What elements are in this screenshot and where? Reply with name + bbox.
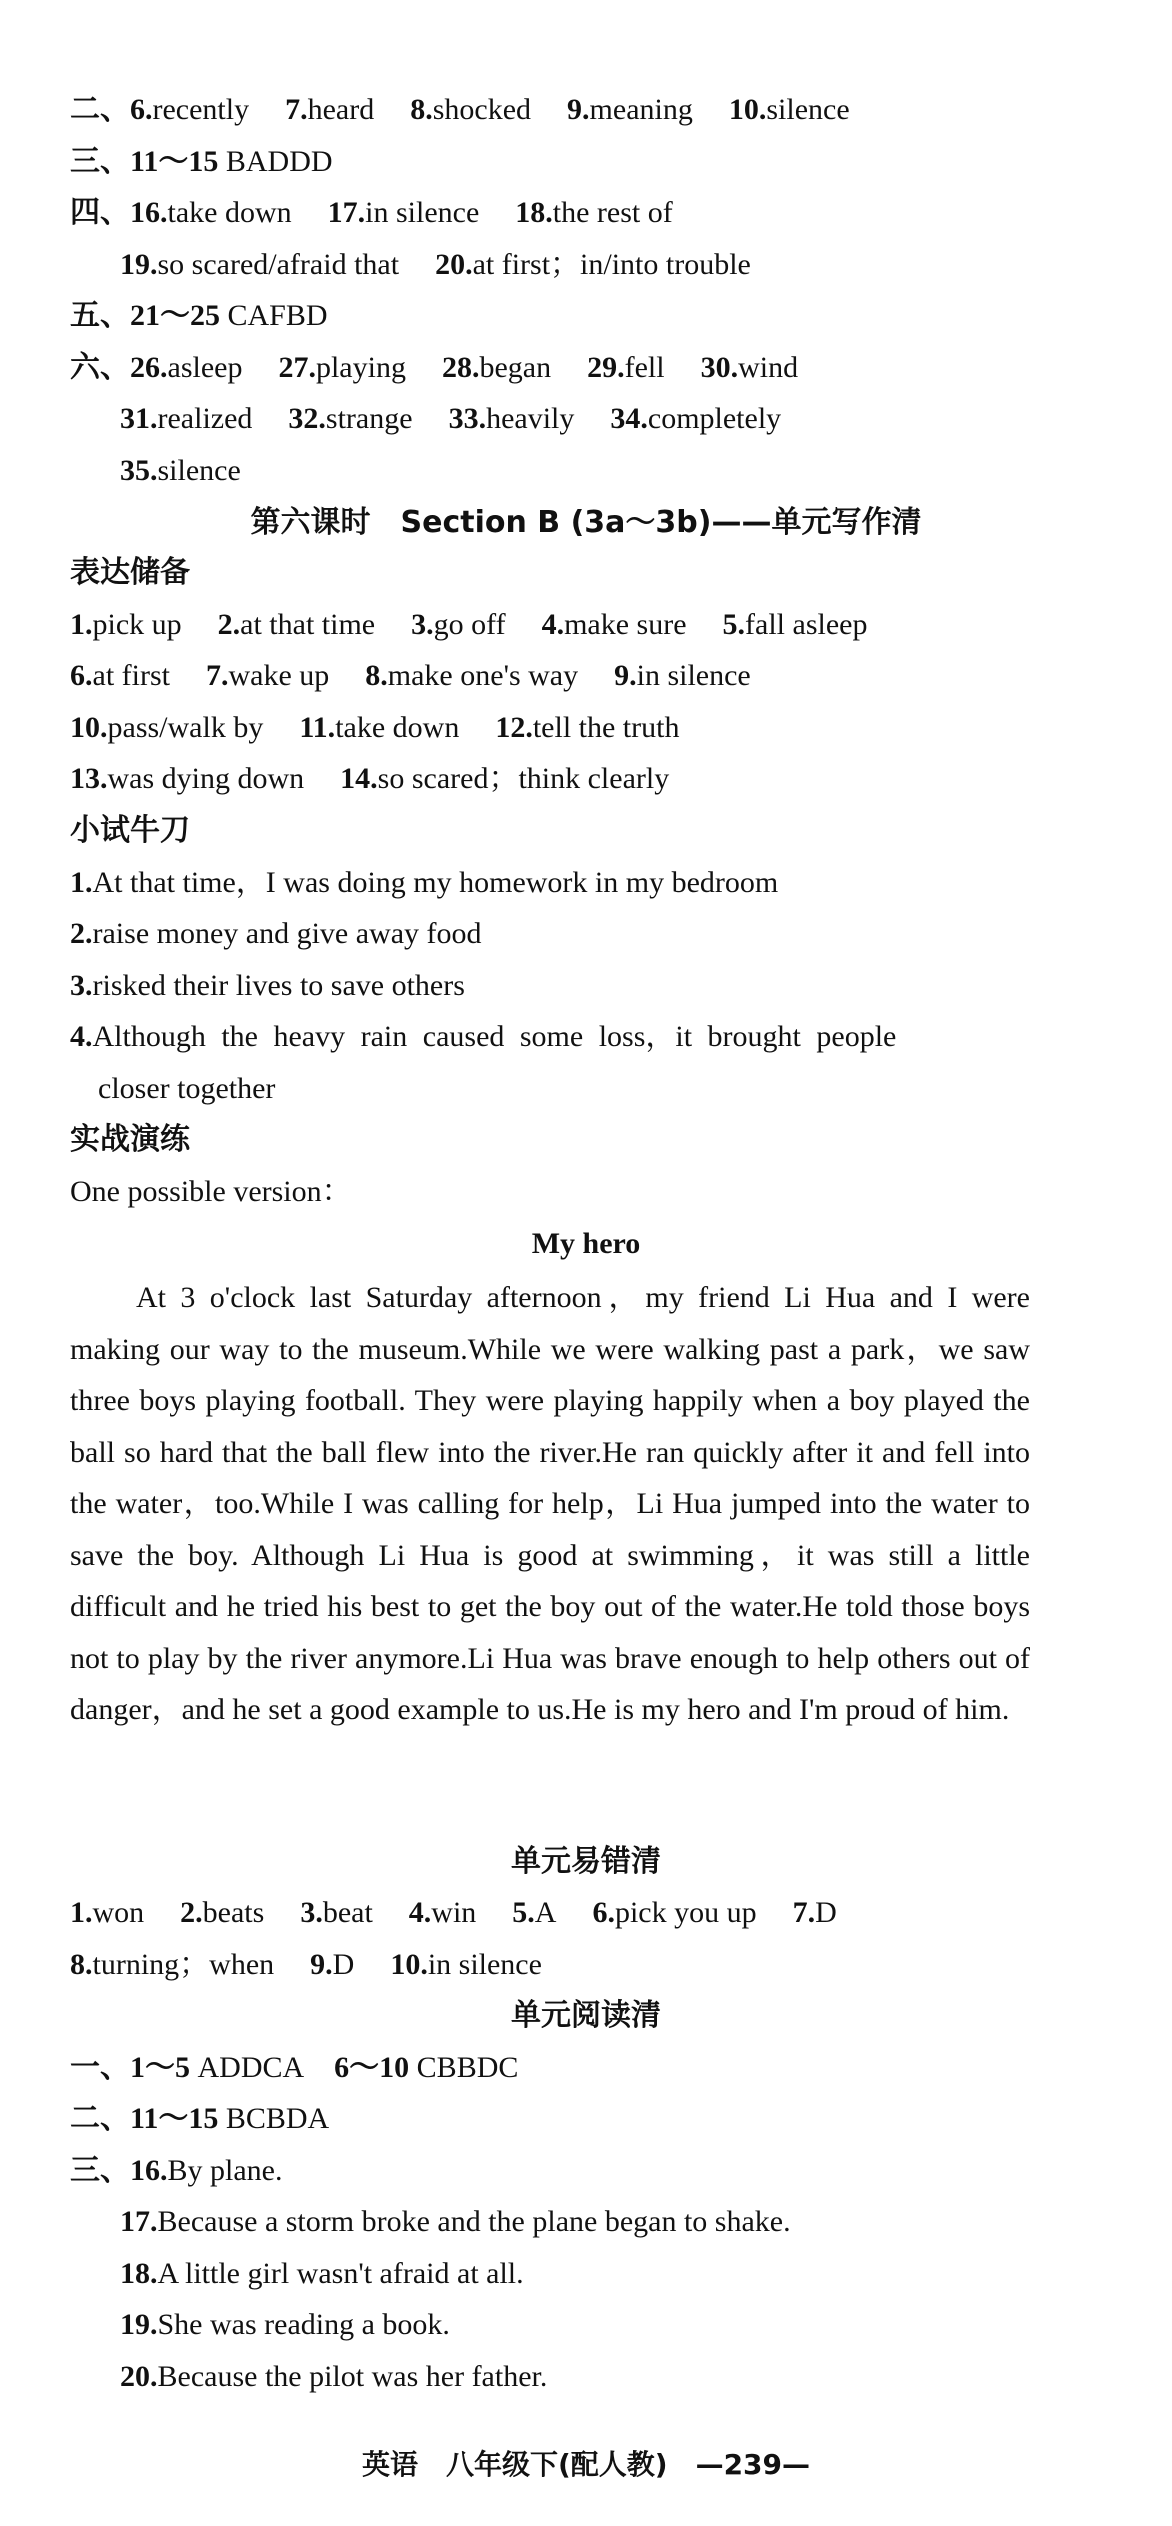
answer-line <box>70 600 1132 650</box>
answer-item: 18.A little girl wasn't afraid at all. <box>120 2257 524 2290</box>
answer-item: 10.pass/walk by <box>70 711 264 744</box>
answer-item: 19.She was reading a book. <box>120 2308 450 2341</box>
answer-line <box>120 2249 1132 2299</box>
answer-item: 30.wind <box>700 351 799 384</box>
answer-item: 29.fell <box>587 351 665 384</box>
answer-line <box>70 703 1132 753</box>
answer-line <box>120 2300 1132 2350</box>
answer-item: 7.wake up <box>205 659 330 692</box>
answer-item: 4.win <box>408 1896 477 1929</box>
answer-line <box>120 446 1132 496</box>
answer-item: 31.realized <box>120 402 253 435</box>
answer-item: 18.the rest of <box>515 196 673 229</box>
answer-item: 13.was dying down <box>70 762 305 795</box>
answer-item: 2.beats <box>180 1896 265 1929</box>
answer-item: 10.silence <box>728 93 850 126</box>
answer-item: 16.By plane. <box>130 2154 283 2187</box>
part-label: 二、 <box>70 92 130 127</box>
answer-item: 2.at that time <box>217 608 376 641</box>
answer-item: 3.risked their lives to save others <box>70 969 465 1002</box>
answer-item: 27.playing <box>278 351 406 384</box>
answer-line <box>70 1012 1132 1062</box>
answer-item: 26.asleep <box>130 351 243 384</box>
answer-line: 五、21～25 CAFBD <box>70 298 328 333</box>
answer-item: 10.in silence <box>390 1948 542 1981</box>
answer-item: 3.go off <box>411 608 506 641</box>
part-label: 五、 <box>70 298 130 333</box>
answer-item: 6.at first <box>70 659 170 692</box>
question-range: 11～15 <box>130 2102 219 2135</box>
intro-text: One possible version： <box>70 1175 352 1208</box>
answer-item: 7.heard <box>285 93 375 126</box>
section-heading-trial: 小试牛刀 <box>70 813 190 848</box>
part-label: 三、 <box>70 2153 130 2188</box>
answer-item: 4.make sure <box>541 608 687 641</box>
essay-title: My hero <box>531 1227 641 1260</box>
answer-item: 9.meaning <box>567 93 693 126</box>
question-range: 6～10 <box>334 2051 410 2084</box>
part-label: 一、 <box>70 2050 130 2085</box>
answer-item: 1.pick up <box>70 608 182 641</box>
answer-item: 1.At that time，I was doing my homework in my bedroom <box>70 866 779 899</box>
answer-line <box>70 1888 1132 1938</box>
answer-line <box>120 394 1132 444</box>
question-range: 1～5 <box>130 2051 190 2084</box>
answer-item: 11.take down <box>299 711 460 744</box>
part-label: 二、 <box>70 2101 130 2136</box>
answer-item: 7.D <box>792 1896 837 1929</box>
answer-line <box>120 240 1132 290</box>
answer-line <box>70 343 1132 393</box>
answer-item: 17.in silence <box>327 196 480 229</box>
lesson-title: 第六课时 Section B (3a～3b)——单元写作清 <box>250 505 922 540</box>
question-range: 21～25 <box>130 299 220 332</box>
answer-line <box>70 188 1132 238</box>
answer-line-continued: closer together <box>98 1072 276 1105</box>
part-label: 六、 <box>70 350 130 385</box>
answer-item: 5.A <box>512 1896 557 1929</box>
answer-line <box>70 754 1132 804</box>
answer-item: 20.at first；in/into trouble <box>435 248 751 281</box>
answer-line <box>70 961 1132 1011</box>
answer-item: 33.heavily <box>448 402 575 435</box>
section-heading-expression: 表达储备 <box>70 555 190 590</box>
part-label: 三、 <box>70 144 130 179</box>
answer-line <box>70 1940 1132 1990</box>
essay-body: At 3 o'clock last Saturday afternoon，my friend Li Hua and I were making our way to the museum.While we were walking past a park，we saw three boys playing football. They were playing happily when a boy played the ball so hard that the ball flew into the river.He ran quickly after it and fell into the water，too.While I was calling for help，Li Hua jumped into the water to save the boy. Although Li Hua is good at swimming，it was still a little difficult and he tried his best to get the boy out of the water.He told those boys not to play by the river anymore.Li Hua was brave enough to help others out of danger，and he set a good example to us.He is my hero and I'm proud of him. <box>70 1281 1030 1726</box>
section-heading-reading: 单元阅读清 <box>511 1998 661 2033</box>
answer-line <box>70 909 1132 959</box>
answer-item: 32.strange <box>288 402 413 435</box>
section-heading-practice: 实战演练 <box>70 1122 190 1157</box>
question-range: 11～15 <box>130 145 219 178</box>
answer-item: 20.Because the pilot was her father. <box>120 2360 548 2393</box>
answer-line: 一、1～5 ADDCA 6～10 CBBDC <box>70 2050 519 2085</box>
answer-item: 9.D <box>310 1948 355 1981</box>
answer-line: 三、11～15 BADDD <box>70 144 333 179</box>
answer-item: 19.so scared/afraid that <box>120 248 400 281</box>
answer-item: 3.beat <box>300 1896 373 1929</box>
answer-item: 8.make one's way <box>365 659 579 692</box>
answer-item: 17.Because a storm broke and the plane began to shake. <box>120 2205 791 2238</box>
answer-item: 6.pick you up <box>592 1896 757 1929</box>
answer-line <box>70 651 1132 701</box>
answer-line <box>70 858 1132 908</box>
answer-line: 二、11～15 BCBDA <box>70 2101 330 2136</box>
answer-item: 2.raise money and give away food <box>70 917 482 950</box>
answer-line <box>120 2352 1132 2402</box>
answer-item: 16.take down <box>130 196 292 229</box>
section-heading-errors: 单元易错清 <box>511 1844 661 1879</box>
answer-line <box>70 85 1132 135</box>
answer-item: 6.recently <box>130 93 250 126</box>
answer-item: 12.tell the truth <box>495 711 680 744</box>
page-footer: 英语 八年级下(配人教) —239— <box>361 2448 811 2481</box>
answer-item: 1.won <box>70 1896 145 1929</box>
answer-item: 8.shocked <box>410 93 532 126</box>
part-label: 四、 <box>70 195 130 230</box>
answer-item: 4.Although the heavy rain caused some loss，it brought people <box>70 1020 897 1053</box>
answer-item: 34.completely <box>610 402 782 435</box>
answer-item: 8.turning；when <box>70 1948 275 1981</box>
answer-item: 35.silence <box>120 454 241 487</box>
answer-line <box>70 2146 1132 2196</box>
answer-line <box>120 2197 1132 2247</box>
answer-item: 9.in silence <box>614 659 751 692</box>
answer-item: 14.so scared；think clearly <box>340 762 670 795</box>
answer-item: 28.began <box>441 351 552 384</box>
answer-item: 5.fall asleep <box>722 608 868 641</box>
